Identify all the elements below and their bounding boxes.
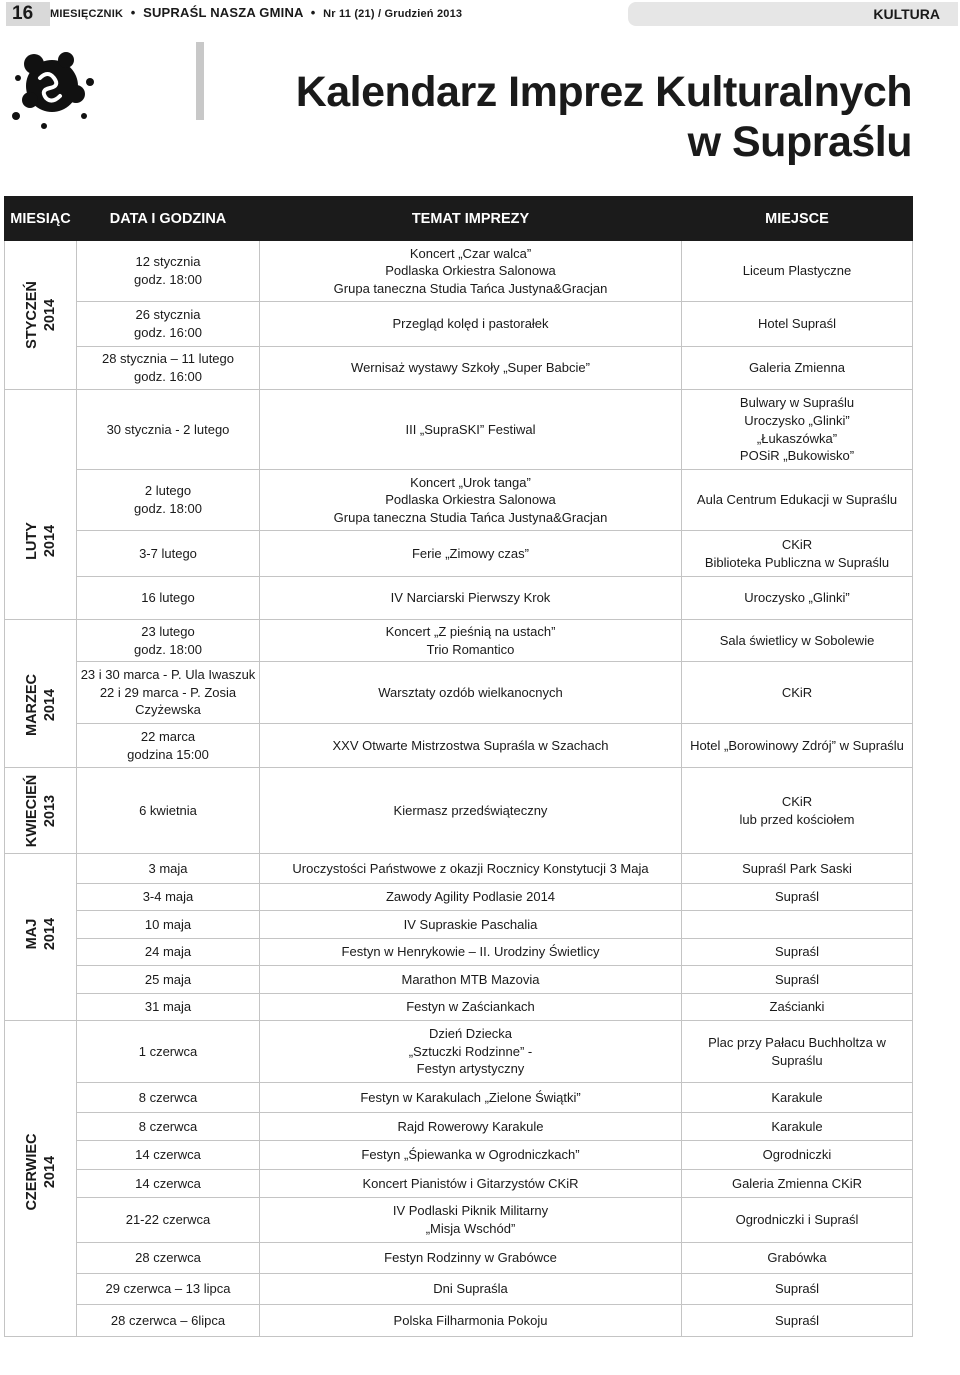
event-cell: Koncert „Czar walca” Podlaska Orkiestra Salonowa Grupa taneczna Studia Tańca Justyna&Gracjan bbox=[260, 241, 682, 302]
date-cell: 30 stycznia - 2 lutego bbox=[77, 390, 260, 470]
place-cell: Karakule bbox=[682, 1083, 913, 1113]
place-cell bbox=[682, 911, 913, 939]
column-header-date: DATA I GODZINA bbox=[77, 197, 260, 241]
place-cell: CKiR lub przed kościołem bbox=[682, 768, 913, 854]
event-cell: Kiermasz przedświąteczny bbox=[260, 768, 682, 854]
month-cell-czerwiec bbox=[5, 1021, 77, 1337]
publication-line: MIESIĘCZNIK • SUPRAŚL NASZA GMINA • Nr 11 (21) / Grudzień 2013 bbox=[50, 5, 463, 20]
date-cell: 14 czerwca bbox=[77, 1141, 260, 1170]
date-cell: 25 maja bbox=[77, 966, 260, 994]
place-cell: Supraśl bbox=[682, 1305, 913, 1337]
month-year: 2014 bbox=[41, 917, 58, 950]
month-year: 2014 bbox=[41, 689, 58, 722]
table-row bbox=[5, 1113, 913, 1141]
date-cell: 1 czerwca bbox=[77, 1021, 260, 1083]
date-cell: 14 czerwca bbox=[77, 1170, 260, 1198]
event-cell: Przegląd kolęd i pastorałek bbox=[260, 302, 682, 347]
event-cell: IV Supraskie Paschalia bbox=[260, 911, 682, 939]
table-row bbox=[5, 994, 913, 1021]
event-cell: Dzień Dziecka „Sztuczki Rodzinne” - Festyn artystyczny bbox=[260, 1021, 682, 1083]
table-row bbox=[5, 884, 913, 911]
event-cell: Festyn w Karakulach „Zielone Świątki” bbox=[260, 1083, 682, 1113]
table-row bbox=[5, 1021, 913, 1083]
issue-info: Nr 11 (21) / Grudzień 2013 bbox=[323, 8, 463, 20]
page-number: 16 bbox=[6, 2, 50, 26]
table-row bbox=[5, 1170, 913, 1198]
page-header bbox=[0, 0, 960, 28]
publication-type: MIESIĘCZNIK bbox=[50, 8, 124, 20]
date-cell: 2 lutego godz. 18:00 bbox=[77, 470, 260, 531]
column-header-place: MIEJSCE bbox=[682, 197, 913, 241]
table-header-row bbox=[5, 197, 913, 241]
place-cell: Uroczysko „Glinki” bbox=[682, 577, 913, 620]
place-cell: Supraśl bbox=[682, 884, 913, 911]
date-cell: 23 i 30 marca - P. Ula Iwaszuk 22 i 29 marca - P. Zosia Czyżewska bbox=[77, 662, 260, 724]
publication-brand: SUPRAŚL NASZA GMINA bbox=[143, 5, 304, 20]
event-cell: Wernisaż wystawy Szkoły „Super Babcie” bbox=[260, 347, 682, 390]
event-cell: Dni Supraśla bbox=[260, 1274, 682, 1305]
month-cell-luty bbox=[5, 390, 77, 620]
ckir-logo-icon bbox=[4, 38, 100, 134]
date-cell: 26 stycznia godz. 16:00 bbox=[77, 302, 260, 347]
month-name: STYCZEŃ bbox=[23, 281, 40, 349]
place-cell: CKiR Biblioteka Publiczna w Supraślu bbox=[682, 531, 913, 577]
date-cell: 28 czerwca bbox=[77, 1243, 260, 1274]
table-row bbox=[5, 768, 913, 854]
date-cell: 23 lutego godz. 18:00 bbox=[77, 620, 260, 662]
section-label: KULTURA bbox=[628, 2, 958, 26]
place-cell: Supraśl bbox=[682, 966, 913, 994]
event-cell: IV Podlaski Piknik Militarny „Misja Wschód” bbox=[260, 1198, 682, 1243]
table-row bbox=[5, 241, 913, 302]
table-row bbox=[5, 724, 913, 768]
place-cell: Karakule bbox=[682, 1113, 913, 1141]
table-row bbox=[5, 854, 913, 884]
date-cell: 10 maja bbox=[77, 911, 260, 939]
table-row bbox=[5, 911, 913, 939]
date-cell: 12 stycznia godz. 18:00 bbox=[77, 241, 260, 302]
month-year: 2014 bbox=[41, 298, 58, 332]
event-cell: III „SupraSKI” Festiwal bbox=[260, 390, 682, 470]
table-row bbox=[5, 662, 913, 724]
event-cell: Koncert „Z pieśnią na ustach” Trio Romantico bbox=[260, 620, 682, 662]
month-name: MARZEC bbox=[23, 674, 40, 737]
event-cell: Zawody Agility Podlasie 2014 bbox=[260, 884, 682, 911]
table-row bbox=[5, 1141, 913, 1170]
date-cell: 8 czerwca bbox=[77, 1083, 260, 1113]
date-cell: 28 stycznia – 11 lutego godz. 16:00 bbox=[77, 347, 260, 390]
event-cell: Marathon MTB Mazovia bbox=[260, 966, 682, 994]
events-table bbox=[4, 196, 913, 1337]
table-row bbox=[5, 620, 913, 662]
event-cell: Polska Filharmonia Pokoju bbox=[260, 1305, 682, 1337]
place-cell: Ogrodniczki bbox=[682, 1141, 913, 1170]
event-cell: IV Narciarski Pierwszy Krok bbox=[260, 577, 682, 620]
date-cell: 8 czerwca bbox=[77, 1113, 260, 1141]
title-accent-bar bbox=[196, 42, 204, 120]
date-cell: 22 marca godzina 15:00 bbox=[77, 724, 260, 768]
month-cell-kwiecien bbox=[5, 768, 77, 854]
event-cell: Festyn „Śpiewanka w Ogrodniczkach” bbox=[260, 1141, 682, 1170]
table-row bbox=[5, 470, 913, 531]
month-name: KWIECIEŃ bbox=[23, 774, 40, 847]
table-row bbox=[5, 302, 913, 347]
column-header-event: TEMAT IMPREZY bbox=[260, 197, 682, 241]
event-cell: Uroczystości Państwowe z okazji Rocznicy Konstytucji 3 Maja bbox=[260, 854, 682, 884]
place-cell: CKiR bbox=[682, 662, 913, 724]
table-row bbox=[5, 1083, 913, 1113]
month-year: 2014 bbox=[41, 1156, 58, 1189]
place-cell: Galeria Zmienna bbox=[682, 347, 913, 390]
date-cell: 3-4 maja bbox=[77, 884, 260, 911]
place-cell: Liceum Plastyczne bbox=[682, 241, 913, 302]
place-cell: Hotel Supraśl bbox=[682, 302, 913, 347]
place-cell: Supraśl bbox=[682, 939, 913, 966]
place-cell: Galeria Zmienna CKiR bbox=[682, 1170, 913, 1198]
month-year: 2014 bbox=[41, 524, 58, 558]
place-cell: Supraśl bbox=[682, 1274, 913, 1305]
date-cell: 6 kwietnia bbox=[77, 768, 260, 854]
table-row bbox=[5, 939, 913, 966]
date-cell: 29 czerwca – 13 lipca bbox=[77, 1274, 260, 1305]
place-cell: Bulwary w Supraślu Uroczysko „Glinki” „Łukaszówka” POSiR „Bukowisko” bbox=[682, 390, 913, 470]
table-row bbox=[5, 966, 913, 994]
table-row bbox=[5, 347, 913, 390]
date-cell: 31 maja bbox=[77, 994, 260, 1021]
month-cell-styczen bbox=[5, 241, 77, 390]
place-cell: Zaścianki bbox=[682, 994, 913, 1021]
month-name: LUTY bbox=[23, 522, 40, 561]
place-cell: Aula Centrum Edukacji w Supraślu bbox=[682, 470, 913, 531]
month-cell-marzec bbox=[5, 620, 77, 768]
page-title-line1: Kalendarz Imprez Kulturalnych bbox=[295, 68, 912, 116]
place-cell: Supraśl Park Saski bbox=[682, 854, 913, 884]
place-cell: Ogrodniczki i Supraśl bbox=[682, 1198, 913, 1243]
date-cell: 24 maja bbox=[77, 939, 260, 966]
table-row bbox=[5, 1198, 913, 1243]
event-cell: XXV Otwarte Mistrzostwa Supraśla w Szachach bbox=[260, 724, 682, 768]
date-cell: 3-7 lutego bbox=[77, 531, 260, 577]
month-name: CZERWIEC bbox=[23, 1133, 40, 1211]
place-cell: Sala świetlicy w Sobolewie bbox=[682, 620, 913, 662]
event-cell: Festyn w Henrykowie – II. Urodziny Świetlicy bbox=[260, 939, 682, 966]
table-row bbox=[5, 1305, 913, 1337]
place-cell: Plac przy Pałacu Buchholtza w Supraślu bbox=[682, 1021, 913, 1083]
event-cell: Warsztaty ozdób wielkanocnych bbox=[260, 662, 682, 724]
table-row bbox=[5, 390, 913, 470]
event-cell: Festyn Rodzinny w Grabówce bbox=[260, 1243, 682, 1274]
event-cell: Koncert „Urok tanga” Podlaska Orkiestra Salonowa Grupa taneczna Studia Tańca Justyna&Gracjan bbox=[260, 470, 682, 531]
date-cell: 16 lutego bbox=[77, 577, 260, 620]
event-cell: Koncert Pianistów i Gitarzystów CKiR bbox=[260, 1170, 682, 1198]
place-cell: Grabówka bbox=[682, 1243, 913, 1274]
month-year: 2013 bbox=[41, 794, 58, 827]
table-row bbox=[5, 531, 913, 577]
table-row bbox=[5, 1243, 913, 1274]
date-cell: 3 maja bbox=[77, 854, 260, 884]
event-cell: Ferie „Zimowy czas” bbox=[260, 531, 682, 577]
month-cell-maj bbox=[5, 854, 77, 1021]
table-row bbox=[5, 1274, 913, 1305]
event-cell: Rajd Rowerowy Karakule bbox=[260, 1113, 682, 1141]
date-cell: 21-22 czerwca bbox=[77, 1198, 260, 1243]
column-header-month: MIESIĄC bbox=[5, 197, 77, 241]
event-cell: Festyn w Zaściankach bbox=[260, 994, 682, 1021]
date-cell: 28 czerwca – 6lipca bbox=[77, 1305, 260, 1337]
month-name: MAJ bbox=[23, 918, 40, 949]
table-row bbox=[5, 577, 913, 620]
place-cell: Hotel „Borowinowy Zdrój” w Supraślu bbox=[682, 724, 913, 768]
page-title-line2: w Supraślu bbox=[687, 118, 912, 166]
